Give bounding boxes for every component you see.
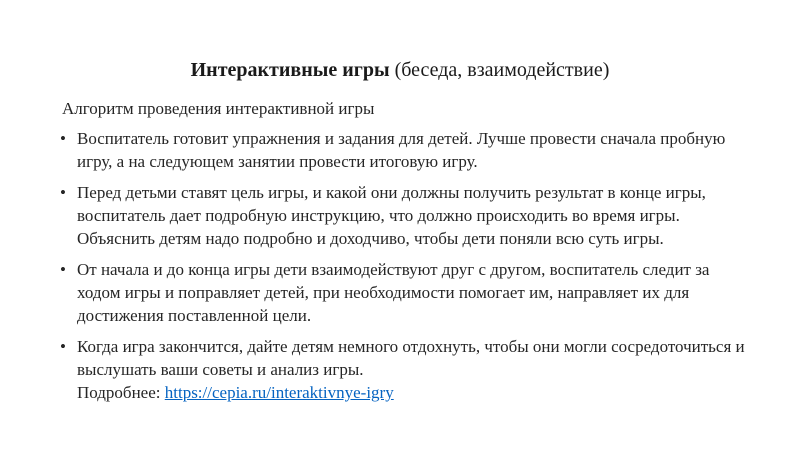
bullet-item: • От начала и до конца игры дети взаимодействуют друг с другом, воспитатель следит за ходом игры и поправляет детей, при необходимости помогает им, направляет их для достижения поставленной цели. xyxy=(60,258,750,327)
intro-text: Алгоритм проведения интерактивной игры xyxy=(62,99,375,118)
bullet-item: • Воспитатель готовит упражнения и задания для детей. Лучше провести сначала пробную игру, а на следующем занятии провести итоговую игру. xyxy=(60,127,750,173)
more-label: Подробнее: xyxy=(77,383,165,402)
title-subtitle: (беседа, взаимодействие) xyxy=(389,59,610,81)
title-main: Интерактивные игры xyxy=(190,59,390,81)
slide-content xyxy=(60,97,750,412)
bullet-item-last xyxy=(60,335,750,404)
slide-title xyxy=(0,56,800,84)
bullet-item: • Перед детьми ставят цель игры, и какой они должны получить результат в конце игры, воспитатель дает подробную инструкцию, что должно происходить во время игры. Объяснить детям надо подробно и доходчиво, чтобы дети поняли всю суть игры. xyxy=(60,181,750,250)
source-link[interactable]: https://cepia.ru/interaktivnye-igry xyxy=(164,383,394,402)
bullet-text: Когда игра закончится, дайте детям немного отдохнуть, чтобы они могли сосредоточиться и выслушать ваши советы и анализ игры. xyxy=(77,337,745,379)
bullet-list xyxy=(60,127,750,404)
